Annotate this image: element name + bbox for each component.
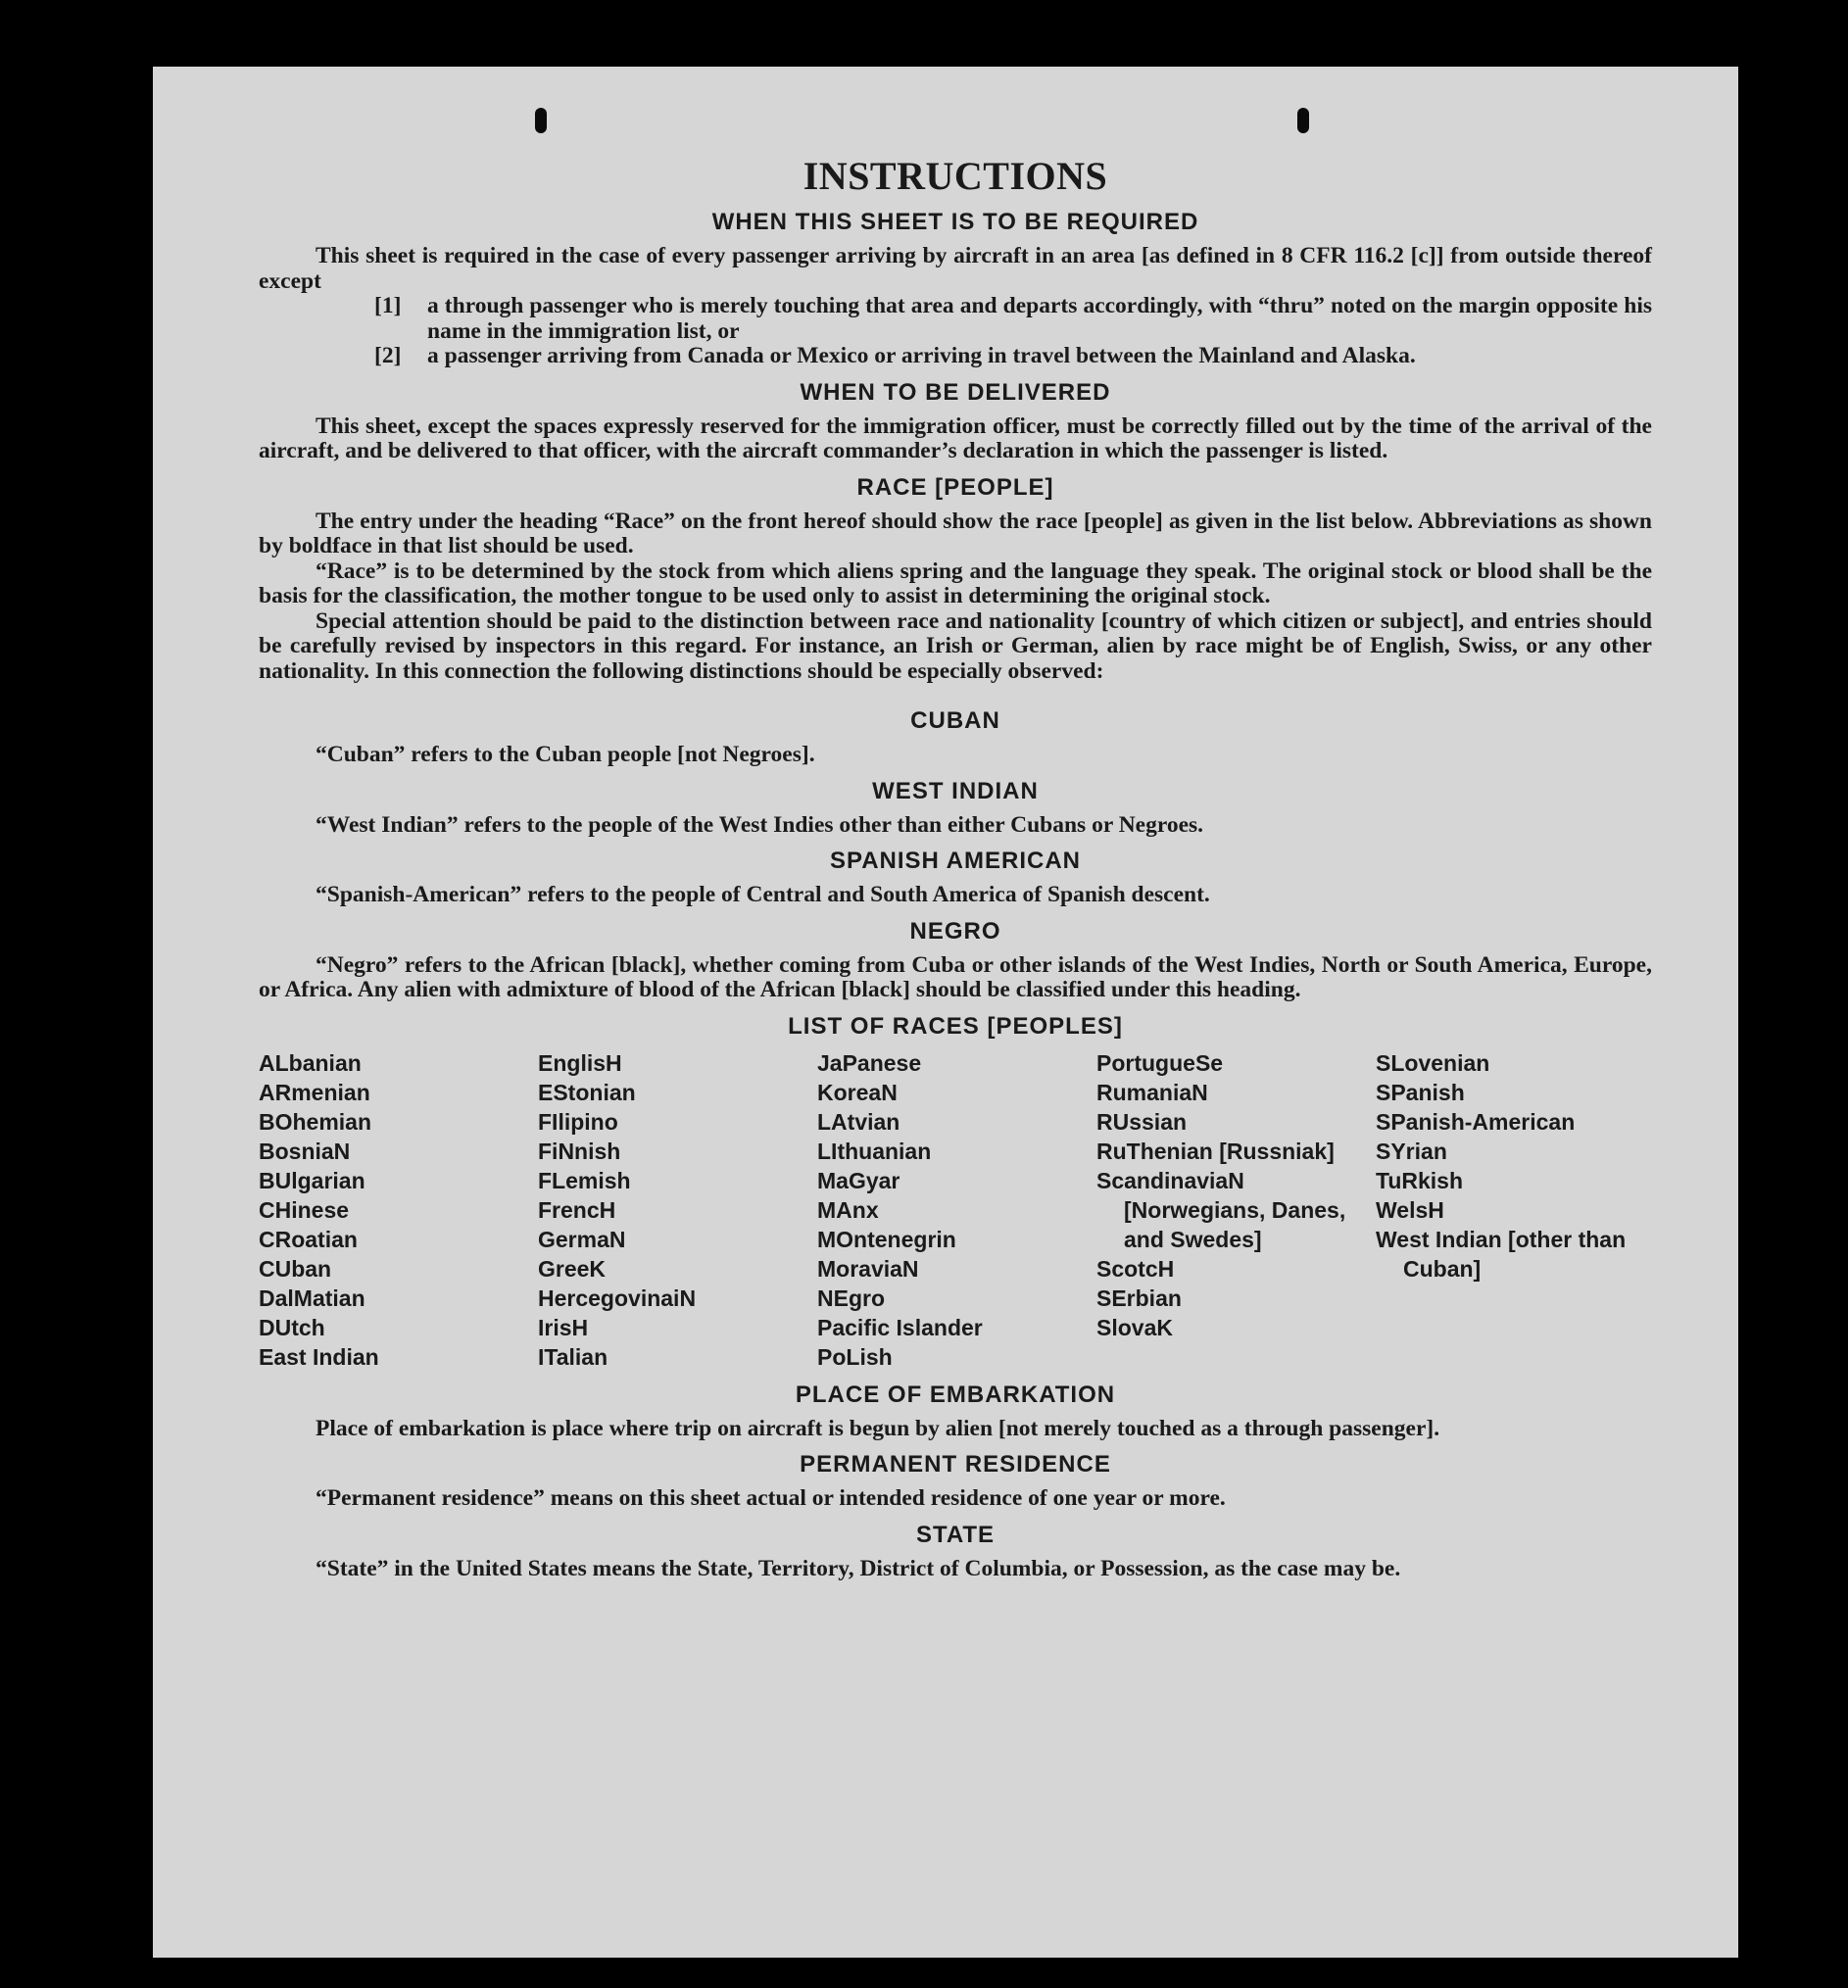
race-item: EStonian (538, 1079, 636, 1105)
race-item: SPanish-American (1376, 1108, 1576, 1135)
race-item: MAnx (817, 1196, 879, 1223)
race-item: SlovaK (1096, 1314, 1173, 1340)
required-item (374, 344, 1652, 369)
delivered-text: This sheet, except the spaces expressly reserved for the immigration officer, must be correctly filled out by the time of the arrival of the aircraft, and be delivered to that officer, with the aircraft commander’s declaration in which the passenger is listed. (259, 412, 1652, 463)
races-list (259, 1048, 1652, 1372)
item-text: a through passenger who is merely touching that area and departs accordingly, with “thru” noted on the margin opposite his name in the immigration list, or (427, 293, 1652, 344)
race-item: MoraviaN (817, 1255, 919, 1282)
races-column-1 (259, 1048, 538, 1372)
race-item: PortugueSe (1096, 1049, 1224, 1076)
heading-delivered: WHEN TO BE DELIVERED (800, 378, 1111, 406)
heading-embarkation: PLACE OF EMBARKATION (795, 1381, 1116, 1408)
item-number: [1] (374, 293, 402, 318)
cuban-text: “Cuban” refers to the Cuban people [not Negroes]. (316, 742, 815, 767)
page-title: INSTRUCTIONS (802, 154, 1108, 198)
race-item: ALbanian (259, 1049, 362, 1076)
race-item: SErbian (1096, 1285, 1182, 1311)
race-item: RUssian (1096, 1108, 1188, 1135)
heading-spanish-american: SPANISH AMERICAN (829, 848, 1081, 874)
races-column-4 (1096, 1048, 1376, 1372)
race-item: BUlgarian (259, 1167, 365, 1193)
heading-list-of-races: LIST OF RACES [PEOPLES] (788, 1012, 1123, 1040)
race-paragraph-1: The entry under the heading “Race” on the front hereof should show the race [people] as given in the list below. Abbreviations as shown by boldface in that list should be used. (259, 508, 1652, 558)
heading-race: RACE [PEOPLE] (856, 473, 1054, 501)
race-item: ScandinaviaN [Norwegians, Danes, and Swedes] (1096, 1167, 1346, 1252)
races-column-5 (1376, 1048, 1655, 1372)
race-item: FLemish (538, 1167, 631, 1193)
race-item: ScotcH (1096, 1255, 1175, 1282)
spanish-american-text: “Spanish-American” refers to the people of Central and South America of Spanish descent. (316, 882, 1210, 907)
race-item: West Indian [other than Cuban] (1376, 1226, 1627, 1282)
race-item: Pacific Islander (817, 1314, 983, 1340)
heading-required: WHEN THIS SHEET IS TO BE REQUIRED (711, 209, 1199, 235)
races-column-3 (817, 1048, 1096, 1372)
heading-permanent-residence: PERMANENT RESIDENCE (800, 1451, 1111, 1478)
race-item: NEgro (817, 1285, 885, 1311)
race-item: RumaniaN (1096, 1079, 1208, 1105)
race-paragraph-2: “Race” is to be determined by the stock from which aliens spring and the language they speak. The original stock or blood shall be the basis for the classification, the mother tongue to be used only to assist in determining the original stock. (259, 558, 1652, 608)
race-item: MOntenegrin (817, 1226, 956, 1252)
race-item: ARmenian (259, 1079, 370, 1105)
race-item: FiNnish (538, 1138, 621, 1164)
race-item: SLovenian (1376, 1049, 1490, 1076)
race-item: EnglisH (538, 1049, 622, 1076)
negro-text: “Negro” refers to the African [black], whether coming from Cuba or other islands of the West Indies, North or South America, Europe, or Africa. Any alien with admixture of blood of the African [black] should be classified under this heading. (259, 951, 1652, 1002)
required-item (374, 294, 1652, 344)
race-item: DUtch (259, 1314, 325, 1340)
document-content (259, 153, 1652, 1581)
races-column-2 (538, 1048, 817, 1372)
heading-negro: NEGRO (909, 917, 1001, 945)
race-item: SYrian (1376, 1138, 1447, 1164)
item-number: [2] (374, 343, 402, 368)
race-item: FIlipino (538, 1108, 618, 1135)
race-item: BOhemian (259, 1108, 372, 1135)
race-item: IrisH (538, 1314, 589, 1340)
document-sheet (153, 67, 1738, 1958)
race-item: ITalian (538, 1343, 608, 1370)
race-item: JaPanese (817, 1049, 922, 1076)
west-indian-text: “West Indian” refers to the people of the West Indies other than either Cubans or Negroes. (316, 811, 1204, 838)
state-text: “State” in the United States means the State, Territory, District of Columbia, or Possession, as the case may be. (316, 1555, 1401, 1581)
race-item: BosniaN (259, 1138, 351, 1164)
race-item: PoLish (817, 1343, 893, 1370)
race-item: HercegovinaiN (538, 1285, 697, 1311)
race-item: DalMatian (259, 1285, 365, 1311)
race-item: RuThenian [Russniak] (1096, 1138, 1335, 1164)
embarkation-text: Place of embarkation is place where trip on aircraft is begun by alien [not merely touched as a through passenger]. (316, 1415, 1440, 1441)
race-item: LIthuanian (817, 1138, 932, 1164)
heading-cuban: CUBAN (910, 707, 1000, 734)
punch-hole-right (1297, 108, 1309, 133)
race-paragraph-3: Special attention should be paid to the distinction between race and nationality [country of which citizen or subject], and entries should be carefully revised by inspectors in this regard. For instance, an Irish or German, alien by race might be of English, Swiss, or any other nationality. In this connection the following distinctions should be especially observed: (259, 607, 1652, 684)
race-item: LAtvian (817, 1108, 900, 1135)
race-item: CUban (259, 1255, 332, 1282)
race-item: KoreaN (817, 1079, 898, 1105)
race-item: TuRkish (1376, 1167, 1464, 1193)
required-intro: This sheet is required in the case of every passenger arriving by aircraft in an area [as defined in 8 CFR 116.2 [c]] from outside thereof except (259, 243, 1652, 294)
race-item: FrencH (538, 1196, 616, 1223)
race-item: GreeK (538, 1255, 607, 1282)
race-item: GermaN (538, 1226, 626, 1252)
race-item: East Indian (259, 1343, 379, 1370)
punch-hole-left (535, 108, 547, 133)
race-item: SPanish (1376, 1079, 1465, 1105)
race-item: MaGyar (817, 1167, 900, 1193)
race-item: CHinese (259, 1196, 350, 1223)
item-text: a passenger arriving from Canada or Mexico or arriving in travel between the Mainland and Alaska. (427, 343, 1416, 368)
heading-west-indian: WEST INDIAN (872, 777, 1039, 804)
residence-text: “Permanent residence” means on this sheet actual or intended residence of one year or more. (316, 1485, 1226, 1511)
race-item: CRoatian (259, 1226, 358, 1252)
race-item: WelsH (1376, 1196, 1444, 1223)
heading-state: STATE (915, 1521, 996, 1548)
